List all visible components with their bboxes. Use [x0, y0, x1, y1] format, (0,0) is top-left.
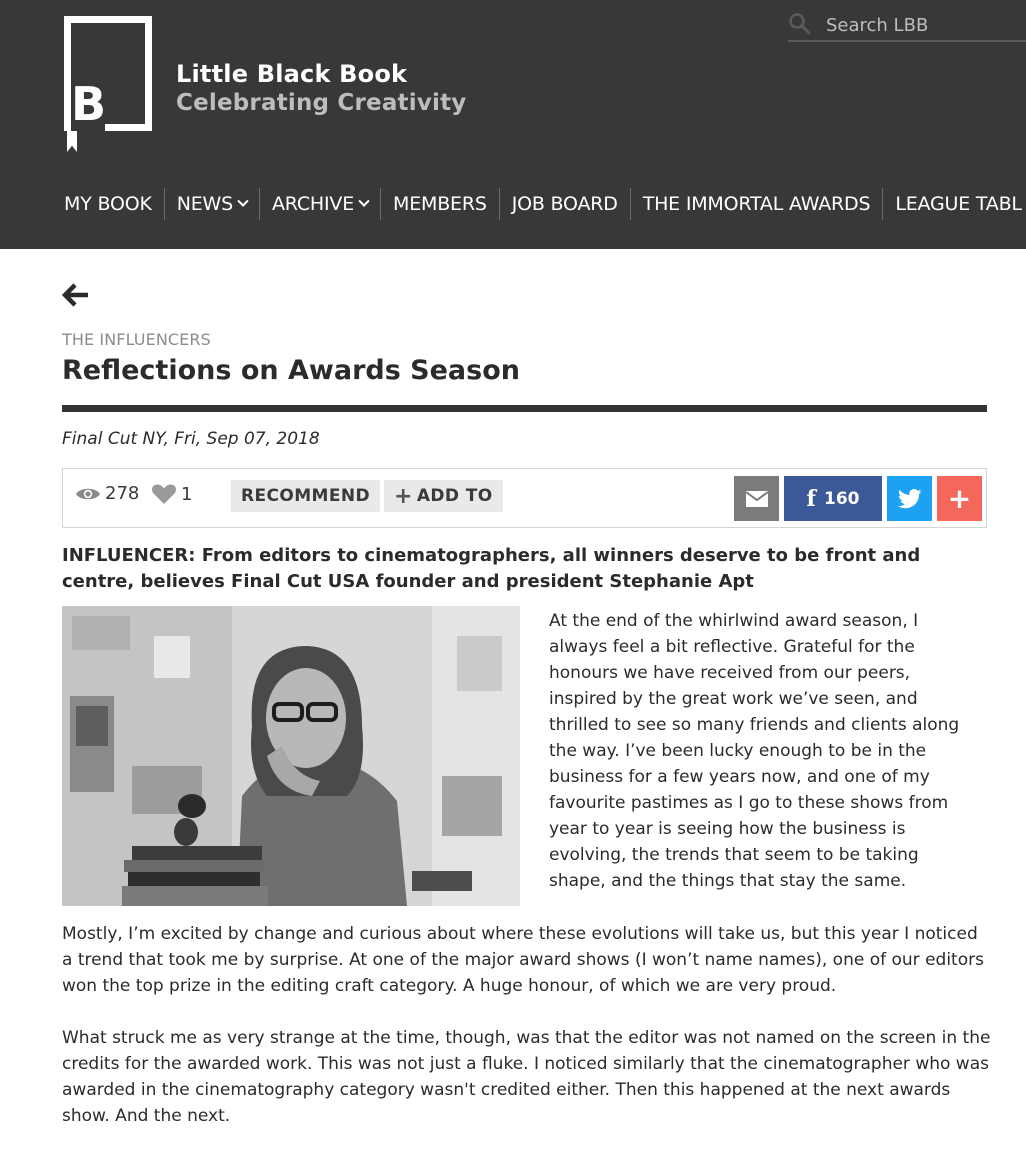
nav-item-label: THE IMMORTAL AWARDS: [642, 193, 871, 215]
nav-item-members[interactable]: [380, 188, 499, 220]
recommend-button-label: RECOMMEND: [241, 486, 371, 506]
eye-icon: [75, 485, 101, 503]
share-more-button[interactable]: [937, 476, 982, 521]
nav-item-label: ARCHIVE: [271, 193, 354, 215]
site-header: [0, 0, 1026, 249]
like-count[interactable]: [151, 483, 192, 505]
search-icon[interactable]: [788, 12, 812, 36]
article-paragraph: Mostly, I’m excited by change and curious about where these evolutions will take us, but this year I noticed a trend that took me by surprise. At one of the major award shows (I won’t name names), one of our editors won the top prize in the editing craft category. A huge honour, of which we are very proud.: [62, 924, 984, 996]
add-to-button[interactable]: [384, 480, 503, 512]
nav-item-league-tables[interactable]: [882, 188, 1026, 220]
title-divider: [62, 405, 987, 412]
site-name[interactable]: Little Black Book: [176, 60, 408, 88]
share-twitter-button[interactable]: [887, 476, 932, 521]
nav-item-label: MEMBERS: [393, 193, 487, 215]
more-share-icon: +: [947, 482, 972, 515]
view-count-value: 278: [105, 483, 140, 504]
back-arrow-icon[interactable]: [62, 281, 90, 309]
author-portrait-image: [62, 606, 520, 906]
nav-item-my-book[interactable]: [52, 188, 164, 220]
author-photo: [62, 606, 520, 906]
envelope-icon: [746, 491, 768, 507]
article-byline: Final Cut NY, Fri, Sep 07, 2018: [62, 429, 320, 449]
share-facebook-button[interactable]: [784, 476, 882, 521]
nav-item-immortal-awards[interactable]: [630, 188, 883, 220]
article-title: Reflections on Awards Season: [62, 355, 520, 386]
search-bar: [788, 8, 1026, 42]
search-input[interactable]: [826, 12, 1022, 38]
nav-item-label: MY BOOK: [64, 193, 152, 215]
nav-item-label: NEWS: [176, 193, 233, 215]
article-action-bar: [62, 468, 987, 528]
view-count: [75, 483, 139, 504]
chevron-down-icon: [237, 196, 248, 207]
article-lead: INFLUENCER: From editors to cinematographers, all winners deserve to be front and centre, believes Final Cut USA founder and president Stephanie Apt: [62, 545, 921, 592]
share-email-button[interactable]: [734, 476, 779, 521]
main-nav: [52, 184, 1026, 224]
article-category[interactable]: THE INFLUENCERS: [62, 330, 211, 349]
nav-item-archive[interactable]: [259, 188, 380, 220]
chevron-down-icon: [358, 196, 369, 207]
logo[interactable]: [64, 16, 152, 131]
plus-icon: +: [394, 483, 413, 509]
article-paragraph: What struck me as very strange at the time, though, was that the editor was not named on the screen in the credits for the awarded work. This was not just a fluke. I noticed similarly that the cinematographer who was awarded in the cinematography category wasn't credited either. Then this happened at the next awards show. And the next.: [62, 1028, 991, 1126]
nav-item-job-board[interactable]: [499, 188, 630, 220]
add-to-button-label: ADD TO: [416, 486, 493, 506]
facebook-icon: f: [806, 485, 816, 512]
site-tagline: Celebrating Creativity: [176, 90, 467, 116]
recommend-button[interactable]: [231, 480, 380, 512]
heart-icon[interactable]: [151, 483, 177, 505]
bookmark-icon: [67, 131, 77, 152]
facebook-share-count: 160: [823, 488, 860, 509]
twitter-icon: [898, 489, 922, 509]
nav-item-label: LEAGUE TABL: [895, 193, 1022, 215]
article-intro: At the end of the whirlwind award season, I always feel a bit reflective. Grateful for the honours we have received from our peers, inspired by the great work we’ve seen, and thrilled to see so many friends and clients along the way. I’ve been lucky enough to be in the business for a few years now, and one of my favourite pastimes as I go to these shows from year to year is seeing how the business is evolving, the trends that seem to be taking shape, and the things that stay the same.: [549, 611, 960, 891]
nav-item-label: JOB BOARD: [511, 193, 618, 215]
logo-letter: B: [71, 77, 107, 131]
like-count-value: 1: [181, 483, 193, 505]
nav-item-news[interactable]: [164, 188, 259, 220]
